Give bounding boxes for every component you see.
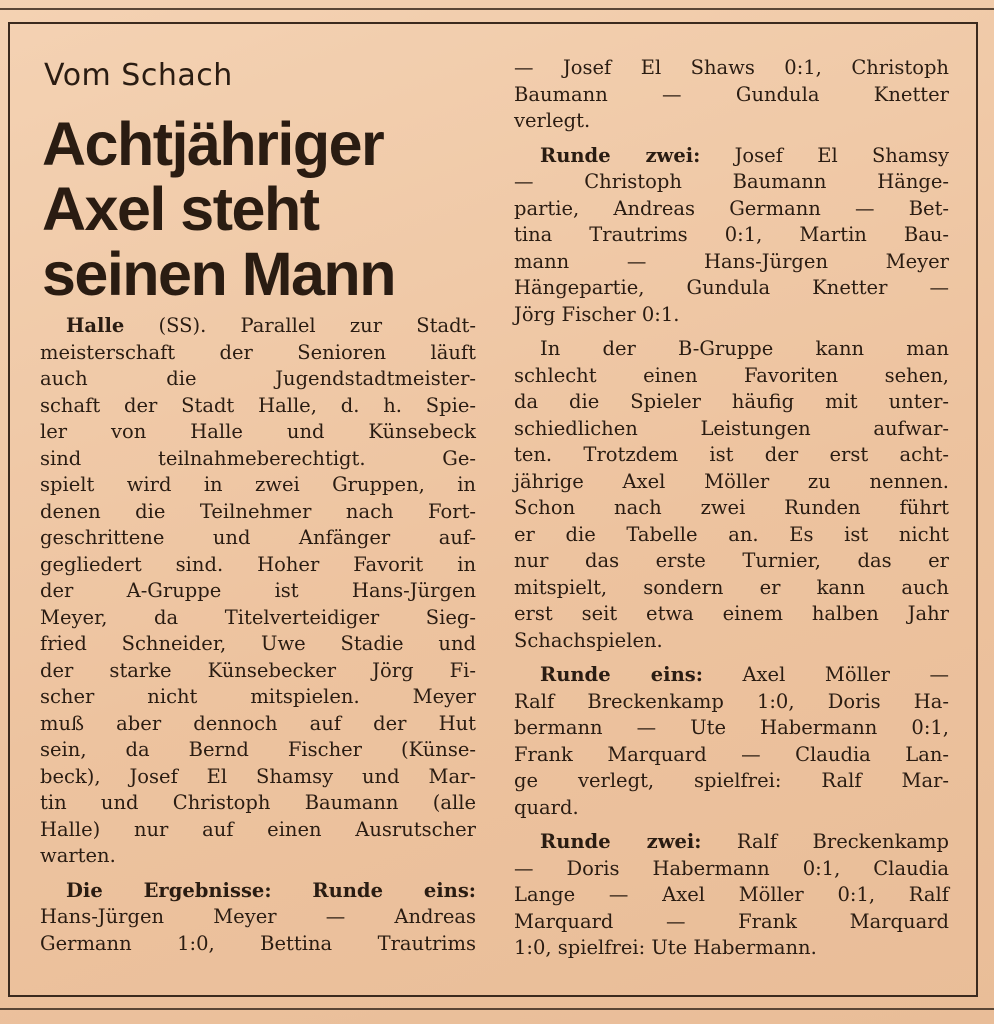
- text-line: fried Schneider, Uwe Stadie und: [40, 632, 476, 655]
- text-line: Ralf Breckenkamp 1:0, Doris Ha-: [514, 689, 949, 713]
- text-fragment: Axel Möller —: [702, 663, 949, 686]
- text-line: gegliedert sind. Hoher Favorit in: [40, 552, 476, 576]
- text-line: schiedlichen Leistungen aufwar-: [514, 416, 949, 440]
- results-paragraph: [40, 878, 476, 958]
- text-line: Hans-Jürgen Meyer — Andreas: [40, 905, 476, 928]
- headline-line-2: Axel steht: [42, 175, 319, 243]
- headline-line-1: Achtjähriger: [42, 110, 384, 178]
- text-line: Germann 1:0, Bettina Trautrims: [40, 931, 476, 955]
- text-line: spielt wird in zwei Gruppen, in: [40, 473, 476, 496]
- text-line: 1:0, spielfrei: Ute Habermann.: [514, 936, 817, 959]
- text-fragment: Josef El Shamsy: [700, 143, 950, 167]
- text-line: der starke Künsebecker Jörg Fi-: [40, 658, 476, 682]
- text-line: Marquard — Frank Marquard: [514, 909, 949, 933]
- text-fragment: Ralf Breckenkamp: [701, 830, 949, 853]
- text-line: beck), Josef El Shamsy und Mar-: [40, 764, 476, 788]
- right-column: [514, 55, 949, 962]
- text-line: mitspielt, sondern er kann auch: [514, 575, 949, 599]
- text-fragment: (SS). Parallel zur Stadt-: [124, 314, 476, 337]
- text-line: schlecht einen Favoriten sehen,: [514, 363, 949, 387]
- text-line: bermann — Ute Habermann 0:1,: [514, 716, 949, 739]
- text-line: — Josef El Shaws 0:1, Christoph: [514, 56, 949, 79]
- text-line: tin und Christoph Baumann (alle: [40, 791, 476, 814]
- text-line: tina Trautrims 0:1, Martin Bau-: [514, 223, 949, 246]
- headline-line-3: seinen Mann: [42, 240, 395, 308]
- text-line: Halle) nur auf einen Ausrutscher: [40, 817, 476, 841]
- bleed-through-texture: [470, 12, 480, 22]
- round-heading: Runde zwei:: [540, 830, 702, 853]
- text-line: In der B-Gruppe kann man: [540, 337, 949, 360]
- text-line: verlegt.: [514, 109, 591, 132]
- text-line: warten.: [40, 844, 116, 867]
- text-line: muß aber dennoch auf der Hut: [40, 711, 476, 735]
- text-line: Jörg Fischer 0:1.: [514, 302, 680, 326]
- text-line: erst seit etwa einem halben Jahr: [514, 602, 949, 625]
- text-line: [514, 143, 949, 170]
- b-group-round-two: [514, 829, 949, 962]
- text-line: quard.: [514, 795, 579, 819]
- bottom-rule: [0, 1008, 994, 1010]
- text-line: auch die Jugendstadtmeister-: [40, 367, 476, 390]
- text-line: er die Tabelle an. Es ist nicht: [514, 522, 949, 546]
- b-group-paragraph: [514, 336, 949, 654]
- dateline: Halle: [66, 314, 125, 337]
- text-line: schaft der Stadt Halle, d. h. Spie-: [40, 393, 476, 417]
- text-line: ler von Halle und Künsebeck: [40, 420, 476, 443]
- left-column: [40, 313, 476, 957]
- text-line: Baumann — Gundula Knetter: [514, 82, 949, 106]
- text-line: ten. Trotzdem ist der erst acht-: [514, 443, 949, 466]
- text-line: jährige Axel Möller zu nennen.: [514, 469, 949, 493]
- text-line: Meyer, da Titelverteidiger Sieg-: [40, 605, 476, 629]
- text-line: Schon nach zwei Runden führt: [514, 496, 949, 519]
- text-line: meisterschaft der Senioren läuft: [40, 340, 476, 364]
- text-line: der A-Gruppe ist Hans-Jürgen: [40, 579, 476, 602]
- text-line: scher nicht mitspielen. Meyer: [40, 685, 476, 708]
- text-line: sein, da Bernd Fischer (Künse-: [40, 738, 476, 761]
- article-kicker: Vom Schach: [44, 58, 233, 93]
- text-line: da die Spieler häufig mit unter-: [514, 390, 949, 413]
- text-line: Schachspielen.: [514, 628, 663, 652]
- continued-results: [514, 55, 949, 135]
- round-heading: Runde eins:: [540, 663, 703, 686]
- text-line: Hängepartie, Gundula Knetter —: [514, 276, 949, 299]
- text-line: — Christoph Baumann Hänge-: [514, 170, 949, 193]
- text-line: — Doris Habermann 0:1, Claudia: [514, 856, 949, 880]
- text-line: [514, 829, 949, 856]
- text-line: denen die Teilnehmer nach Fort-: [40, 499, 476, 523]
- text-line: geschrittene und Anfänger auf-: [40, 526, 476, 549]
- article-headline: [42, 112, 395, 307]
- text-line: ge verlegt, spielfrei: Ralf Mar-: [514, 769, 949, 792]
- top-rule: [0, 8, 994, 10]
- text-line: Frank Marquard — Claudia Lan-: [514, 742, 949, 766]
- text-line: [514, 662, 949, 689]
- intro-paragraph: [40, 313, 476, 870]
- b-group-round-one: [514, 662, 949, 821]
- text-line: Lange — Axel Möller 0:1, Ralf: [514, 883, 949, 906]
- text-line: partie, Andreas Germann — Bet-: [514, 196, 949, 220]
- text-line: nur das erste Turnier, das er: [514, 549, 949, 572]
- round-heading: Runde zwei:: [540, 143, 701, 167]
- text-line: sind teilnahmeberechtigt. Ge-: [40, 446, 476, 470]
- results-heading: Die Ergebnisse: Runde eins:: [66, 878, 476, 902]
- text-line: [40, 313, 476, 340]
- text-line: mann — Hans-Jürgen Meyer: [514, 249, 949, 273]
- a-group-round-two: [514, 143, 949, 329]
